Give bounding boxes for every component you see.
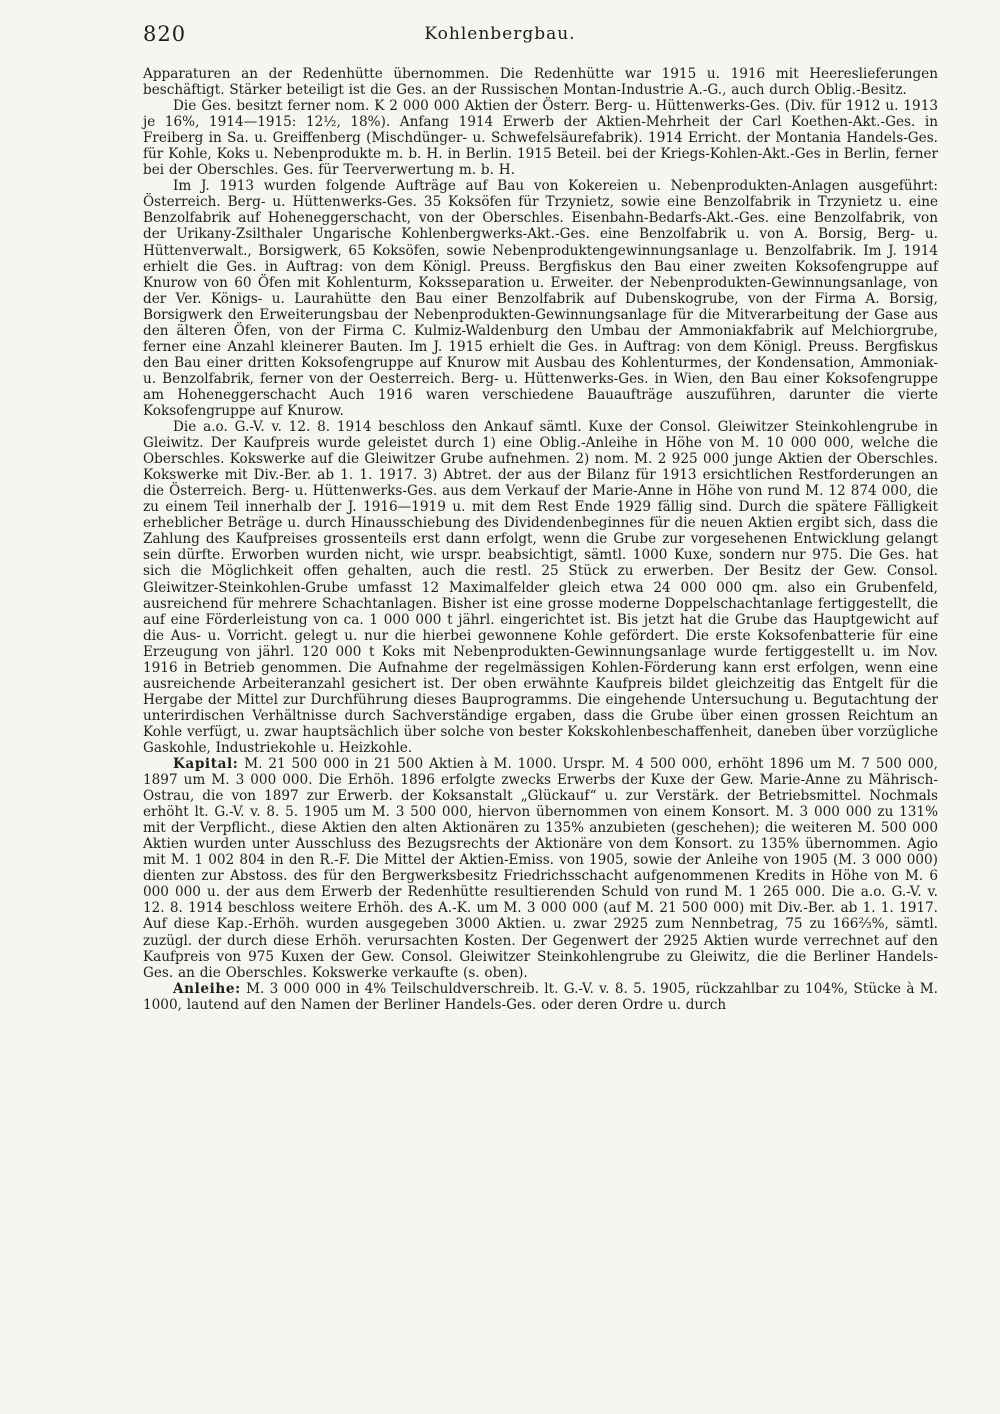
paragraph-orders: Im J. 1913 wurden folgende Aufträge auf Bau von Kokereien u. Nebenprodukten-Anlagen ausgeführt: Österreich. Berg- u. Hüttenwerks-Ges. 35 Koksöfen für Trzynietz, sowie eine Benzolfabrik in Trzynietz u. eine Benzolfabrik auf Hoheneggerschacht, von der Oberschles. Eisenbahn-Bedarfs-Akt.-Ges. eine Benzolfabrik, von der Urikany-Zsilthaler Ungarische Kohlenbergwerks-Akt.-Ges. eine Benzolfabrik u. von A. Borsig, Berg- u. Hüttenverwalt., Borsigwerk, 65 Koksöfen, sowie Nebenproduktengewinnungsanlage u. Benzolfabrik. Im J. 1914 erhielt die Ges. in Auftrag: von dem Königl. Preuss. Bergfiskus den Bau einer zweiten Koksofengruppe auf Knurow von 60 Öfen mit Kohlenturm, Koksseparation u. Erweiter. der Nebenprodukten-Gewinnungsanlage, von der Ver. Königs- u. Laurahütte den Bau einer Benzolfabrik auf Dubenskogrube, von der Firma A. Borsig, Borsigwerk den Erweiterungsbau der Nebenprodukten-Gewinnungsanlage für die Mitverarbeitung der Gase aus den älteren Öfen, von der Firma C. Kulmiz-Waldenburg den Umbau der Ammoniakfabrik auf Melchiorgrube, ferner eine Anzahl kleinerer Bauten. Im J. 1915 erhielt die Ges. in Auftrag: von dem Königl. Preuss. Bergfiskus den Bau einer dritten Koksofengruppe auf Knurow mit Ausbau des Kohlenturmes, der Kondensation, Ammoniak- u. Benzolfabrik, ferner von der Oesterreich. Berg- u. Hüttenwerks-Ges. in Wien, den Bau einer Koksofengruppe am Hoheneggerschacht Auch 1916 waren verschiedene Bauaufträge auszuführen, darunter die vierte Koksofengruppe auf Knurow. [143, 178, 938, 419]
paragraph-continuation: Apparaturen an der Redenhütte übernommen. Die Redenhütte war 1915 u. 1916 mit Heereslieferungen beschäftigt. Stärker beteiligt ist die Ges. an der Russischen Montan-Industrie A.-G., auch durch Oblig.-Besitz. [143, 66, 938, 99]
anleihe-label: Anleihe: [173, 980, 241, 997]
anleihe-text: M. 3 000 000 in 4% Teilschuldverschreib. lt. G.-V. v. 8. 5. 1905, rückzahlbar zu 104%, Stücke à M. 1000, lautend auf den Namen der Berliner Handels-Ges. oder deren Ordre u. durch [143, 980, 938, 1013]
paragraph-kapital [143, 756, 938, 981]
paragraph-acquisition: Die a.o. G.-V. v. 12. 8. 1914 beschloss den Ankauf sämtl. Kuxe der Consol. Gleiwitzer Steinkohlengrube in Gleiwitz. Der Kaufpreis wurde geleistet durch 1) eine Oblig.-Anleihe in Höhe von M. 10 000 000, welche die Oberschles. Kokswerke auf die Gleiwitzer Grube aufnehmen. 2) nom. M. 2 925 000 junge Aktien der Oberschles. Kokswerke mit Div.-Ber. ab 1. 1. 1917. 3) Abtret. der aus der Bilanz für 1913 ersichtlichen Restforderungen an die Österreich. Berg- u. Hüttenwerks-Ges. aus dem Verkauf der Marie-Anne in Höhe von rund M. 12 874 000, die zu einem Teil innerhalb der J. 1916—1919 u. mit dem Rest Ende 1929 fällig sind. Durch die spätere Fälligkeit erheblicher Beträge u. durch Hinausschiebung des Dividendenbeginnes für die neuen Aktien ergibt sich, dass die Zahlung des Kaufpreises grossenteils erst dann erfolgt, wenn die Grube zur vorgesehenen Entwicklung gelangt sein dürfte. Erworben wurden nicht, wie urspr. beabsichtigt, sämtl. 1000 Kuxe, sondern nur 975. Die Ges. hat sich die Möglichkeit offen gehalten, auch die restl. 25 Stück zu erwerben. Der Besitz der Gew. Consol. Gleiwitzer-Steinkohlen-Grube umfasst 12 Maximalfelder gleich etwa 24 000 000 qm. also ein Grubenfeld, ausreichend für mehrere Schachtanlagen. Bisher ist eine grosse moderne Doppelschachtanlage fertiggestellt, die auf eine Förderleistung von ca. 1 000 000 t jährl. eingerichtet ist. Bis jetzt hat die Grube das Hauptgewicht auf die Aus- u. Vorricht. gelegt u. nur die hierbei gewonnene Kohle gefördert. Die erste Koksofenbatterie für eine Erzeugung von jährl. 120 000 t Koks mit Nebenprodukten-Gewinnungsanlage wurde fertiggestellt u. im Nov. 1916 in Betrieb genommen. Die Aufnahme der regelmässigen Kohlen-Förderung kann erst erfolgen, wenn eine ausreichende Arbeiteranzahl gesichert ist. Der oben erwähnte Kaufpreis bildet gleichzeitig das Entgelt für die Hergabe der Mittel zur Durchführung dieses Bauprogramms. Die eingehende Untersuchung u. Begutachtung der unterirdischen Verhältnisse durch Sachverständige ergaben, dass die Grube über einen grossen Reichtum an Kohle verfügt, u. zwar hauptsächlich über solche von bester Kokskohlenbeschaffenheit, daneben über vorzügliche Gaskohle, Industriekohle u. Heizkohle. [143, 419, 938, 756]
body-text [143, 66, 938, 1013]
kapital-label: Kapital: [173, 756, 239, 773]
paragraph-holdings: Die Ges. besitzt ferner nom. K 2 000 000 Aktien der Österr. Berg- u. Hüttenwerks-Ges. (Div. für 1912 u. 1913 je 16%, 1914—1915: 12½, 18%). Anfang 1914 Erwerb der Aktien-Mehrheit der Carl Koethen-Akt.-Ges. in Freiberg in Sa. u. Greiffenberg (Mischdünger- u. Schwefelsäurefabrik). 1914 Erricht. der Montania Handels-Ges. für Kohle, Koks u. Nebenprodukte m. b. H. in Berlin. 1915 Beteil. bei der Kriegs-Kohlen-Akt.-Ges in Berlin, ferner bei der Oberschles. Ges. für Teerverwertung m. b. H. [143, 98, 938, 179]
paragraph-anleihe [143, 981, 938, 1013]
page-number: 820 [143, 22, 187, 46]
running-title: Kohlenbergbau. [424, 24, 576, 44]
kapital-text: M. 21 500 000 in 21 500 Aktien à M. 1000. Urspr. M. 4 500 000, erhöht 1896 um M. 7 500 000, 1897 um M. 3 000 000. Die Erhöh. 1896 erfolgte zwecks Erwerbs der Kuxe der Gew. Marie-Anne zu Mährisch-Ostrau, die von 1897 zur Erwerb. der Koksanstalt „Glückauf“ u. zur Verstärk. der Betriebsmittel. Nochmals erhöht lt. G.-V. v. 8. 5. 1905 um M. 3 500 000, hiervon übernommen von einem Konsort. M. 3 000 000 zu 131% mit der Verpflicht., diese Aktien den alten Aktionären zu 135% anzubieten (geschehen); die weiteren M. 500 000 Aktien wurden unter Ausschluss des Bezugsrechts der Aktionäre von dem Konsort. zu 135% übernommen. Agio mit M. 1 002 804 in den R.-F. Die Mittel der Aktien-Emiss. von 1905, sowie der Anleihe von 1905 (M. 3 000 000) dienten zur Abstoss. des für den Bergwerksbesitz Friedrichsschacht aufgenommenen Kredits in Höhe von M. 6 000 000 u. der aus dem Erwerb der Redenhütte resultierenden Schuld von rund M. 1 265 000. Die a.o. G.-V. v. 12. 8. 1914 beschloss weitere Erhöh. des A.-K. um M. 3 000 000 (auf M. 21 500 000) mit Div.-Ber. ab 1. 1. 1917. Auf diese Kap.-Erhöh. wurden ausgegeben 3000 Aktien. u. zwar 2925 zum Nennbetrag, 75 zu 166⅔%, sämtl. zuzügl. der durch diese Erhöh. verursachten Kosten. Der Gegenwert der 2925 Aktien wurde verrechnet auf den Kaufpreis von 975 Kuxen der Gew. Consol. Gleiwitzer Steinkohlengrube zu Gleiwitz, die die Berliner Handels-Ges. an die Oberschles. Kokswerke verkaufte (s. oben). [143, 756, 938, 981]
